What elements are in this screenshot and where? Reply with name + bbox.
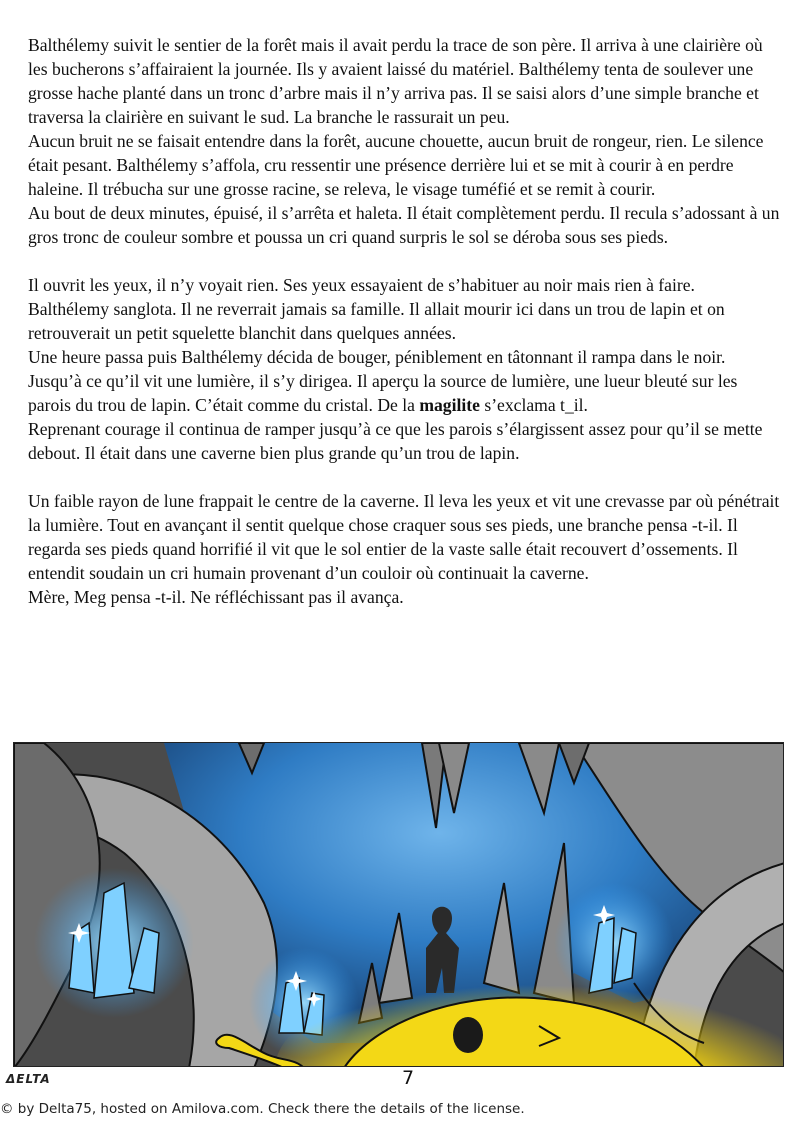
cave-illustration: [13, 742, 784, 1067]
page-number: 7: [401, 1067, 415, 1089]
light-text-end: s’exclama t_il.: [479, 395, 588, 415]
story-text: [28, 33, 780, 609]
paragraph-moonbeam: Un faible rayon de lune frappait le centre de la caverne. Il leva les yeux et vit une crevasse par où pénétrait la lumière. Tout en avançant il sentit quelque chose craquer sous ses pieds, une branche pensa -t-il. Il regarda ses pieds quand horrifié il vit que le sol entier de la vaste salle était recouvert d’ossements. Il entendit soudain un cri humain provenant d’un couloir où continuait la caverne.: [28, 491, 780, 583]
paragraph-clearing: Balthélemy suivit le sentier de la forêt mais il avait perdu la trace de son père. Il arriva à une clairière où les bucherons s’affairaient la journée. Ils y avaient laissé du matériel. Balthélemy tenta de soulever une grosse hache planté dans un tronc d’arbre mais il n’y arriva pas. Il se saisi alors d’une simple branche et traversa la clairière en suivant le sud. La branche le rassurait un peu.: [28, 35, 763, 127]
paragraph-gap: [28, 249, 780, 273]
paragraph-darkness: Il ouvrit les yeux, il n’y voyait rien. Ses yeux essayaient de s’habituer au noir mais rien à faire. Balthélemy sanglota. Il ne reverrait jamais sa famille. Il allait mourir ici dans un trou de lapin et on retrouverait un petit squelette blanchit dans quelques années.: [28, 275, 725, 343]
skull-eye-socket: [453, 1017, 483, 1053]
paragraph-fall: Au bout de deux minutes, épuisé, il s’arrêta et haleta. Il était complètement perdu. Il recula s’adossant à un gros tronc de couleur sombre et poussa un cri quand surpris le sol se déroba sous ses pieds.: [28, 203, 780, 247]
light-text-start: Jusqu’à ce qu’il vit une lumière, il s’y dirigea. Il aperçu la source de lumière, une lueur bleuté sur les parois du trou de lapin. C’était comme du cristal. De la: [28, 371, 738, 415]
license-notice: © by Delta75, hosted on Amilova.com. Check there the details of the license.: [0, 1101, 525, 1117]
cave-scene: [14, 743, 784, 1067]
paragraph-gap: [28, 465, 780, 489]
paragraph-light: [28, 369, 780, 417]
magilite-word: magilite: [419, 395, 480, 415]
paragraph-crawl: Une heure passa puis Balthélemy décida de bouger, péniblement en tâtonnant il rampa dans le noir.: [28, 347, 726, 367]
paragraph-mother: Mère, Meg pensa -t-il. Ne réfléchissant pas il avança.: [28, 587, 404, 607]
artist-signature: ΔELTA: [6, 1072, 51, 1086]
paragraph-cavern: Reprenant courage il continua de ramper jusqu’à ce que les parois s’élargissent assez pour qu’il se mette debout. Il était dans une caverne bien plus grande qu’un trou de lapin.: [28, 419, 763, 463]
paragraph-silence: Aucun bruit ne se faisait entendre dans la forêt, aucune chouette, aucun bruit de rongeur, rien. Le silence était pesant. Balthélemy s’affola, cru ressentir une présence derrière lui et se mit à courir à en perdre haleine. Il trébucha sur une grosse racine, se releva, le visage tuméfié et se remit à courir.: [28, 131, 764, 199]
